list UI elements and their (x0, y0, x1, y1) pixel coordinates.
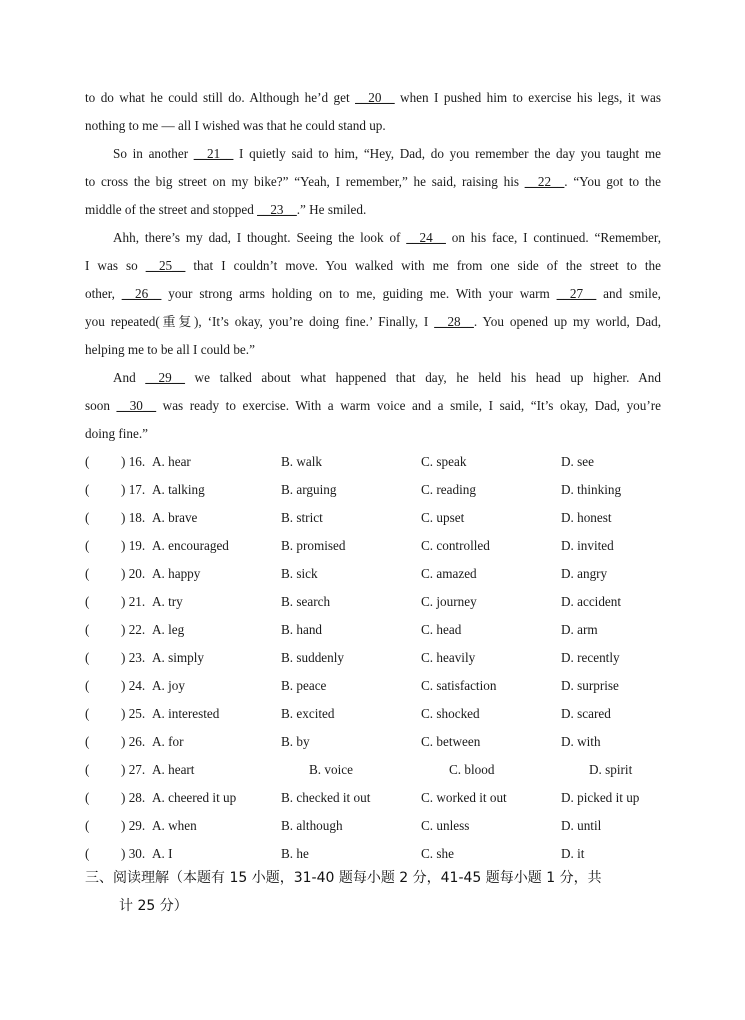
option-d: D. picked it up (561, 790, 640, 805)
option-b: B. he (281, 846, 309, 861)
question-number: ) 27. (121, 762, 146, 777)
text-run: on his face, I continued. “Remember, (445, 230, 661, 245)
question-number: ) 26. (121, 734, 146, 749)
passage-paragraph-1 (85, 84, 661, 140)
option-c: C. between (421, 734, 481, 749)
question-number: ) 20. (121, 566, 146, 581)
text-run: other, (85, 286, 122, 301)
blank-29: __29__ (145, 370, 185, 385)
passage-line: helping me to be all I could be.” (85, 342, 255, 357)
option-c: C. speak (421, 454, 467, 469)
option-c: C. blood (449, 762, 495, 777)
passage-line (85, 280, 661, 308)
option-a: A. when (152, 818, 197, 833)
blank-26: __26__ (121, 286, 162, 301)
option-a: A. talking (152, 482, 205, 497)
option-c: C. she (421, 846, 454, 861)
option-a: A. brave (152, 510, 198, 525)
text-run: you repeated(重复), ‘It’s okay, you’re doing fine.’ Finally, I (85, 314, 435, 329)
blank-22: __22__ (524, 174, 565, 189)
passage-line (85, 308, 661, 336)
text-run: that I couldn’t move. You walked with me from one side of the street to the (185, 258, 661, 273)
option-a: A. interested (152, 706, 220, 721)
text-run: soon (85, 398, 117, 413)
option-a: A. try (152, 594, 183, 609)
option-b: B. arguing (281, 482, 337, 497)
option-d: D. it (561, 846, 585, 861)
question-number: ) 22. (121, 622, 146, 637)
passage-paragraph-2 (85, 140, 661, 224)
option-a: A. leg (152, 622, 185, 637)
option-c: C. controlled (421, 538, 490, 553)
text-run: middle of the street and stopped (85, 202, 258, 217)
question-row-23 (85, 644, 685, 672)
passage-paragraph-4 (85, 364, 661, 448)
option-b: B. excited (281, 706, 335, 721)
text-run: . “You got to the (564, 174, 661, 189)
question-row-20 (85, 560, 685, 588)
question-row-24 (85, 672, 685, 700)
answer-bracket: ( (85, 706, 90, 721)
option-c: C. worked it out (421, 790, 507, 805)
option-a: A. simply (152, 650, 205, 665)
question-row-27 (85, 756, 685, 784)
option-b: B. peace (281, 678, 327, 693)
option-b: B. although (281, 818, 343, 833)
text-run: and smile, (596, 286, 661, 301)
section-heading-line-1: 三、阅读理解（本题有 15 小题，31-40 题每小题 2 分，41-45 题每小题 1 分，共 (85, 870, 602, 886)
option-b: B. suddenly (281, 650, 345, 665)
question-number: ) 16. (121, 454, 146, 469)
blank-21: __21__ (193, 146, 234, 161)
option-c: C. heavily (421, 650, 476, 665)
option-c: C. unless (421, 818, 470, 833)
answer-bracket: ( (85, 510, 90, 525)
option-a: A. cheered it up (152, 790, 237, 805)
blank-20: __20__ (355, 90, 395, 105)
option-a: A. for (152, 734, 184, 749)
passage-line: doing fine.” (85, 426, 148, 441)
question-row-17 (85, 476, 685, 504)
question-number: ) 19. (121, 538, 146, 553)
answer-bracket: ( (85, 846, 90, 861)
question-row-28 (85, 784, 685, 812)
blank-27: __27__ (556, 286, 597, 301)
section-heading-line-2: 计 25 分） (119, 898, 188, 914)
option-b: B. promised (281, 538, 346, 553)
option-c: C. journey (421, 594, 477, 609)
option-d: D. accident (561, 594, 622, 609)
option-d: D. thinking (561, 482, 622, 497)
option-d: D. scared (561, 706, 611, 721)
option-b: B. by (281, 734, 310, 749)
answer-bracket: ( (85, 566, 90, 581)
text-run: So in another (113, 146, 194, 161)
option-c: C. head (421, 622, 462, 637)
answer-bracket: ( (85, 454, 90, 469)
option-d: D. arm (561, 622, 598, 637)
option-a: A. joy (152, 678, 185, 693)
passage-line (85, 392, 661, 420)
question-row-19 (85, 532, 685, 560)
question-number: ) 28. (121, 790, 146, 805)
option-d: D. see (561, 454, 594, 469)
answer-bracket: ( (85, 762, 90, 777)
passage-line (85, 364, 661, 392)
option-d: D. surprise (561, 678, 619, 693)
text-run: I was so (85, 258, 146, 273)
answer-bracket: ( (85, 678, 90, 693)
option-b: B. walk (281, 454, 323, 469)
passage-line (85, 224, 661, 252)
question-row-29 (85, 812, 685, 840)
answer-bracket: ( (85, 818, 90, 833)
answer-bracket: ( (85, 650, 90, 665)
passage-line (85, 252, 661, 280)
option-b: B. checked it out (281, 790, 371, 805)
blank-25: __25__ (145, 258, 186, 273)
question-number: ) 29. (121, 818, 146, 833)
text-run: when I pushed him to exercise his legs, it was (394, 90, 661, 105)
text-run: I quietly said to him, “Hey, Dad, do you remember the day you taught me (233, 146, 661, 161)
question-number: ) 23. (121, 650, 146, 665)
passage-line: nothing to me — all I wished was that he could stand up. (85, 118, 386, 133)
question-row-18 (85, 504, 685, 532)
text-run: . You opened up my world, Dad, (473, 314, 661, 329)
question-row-16 (85, 448, 685, 476)
blank-23: __23__ (257, 202, 297, 217)
blank-28: __28__ (434, 314, 474, 329)
text-run: was ready to exercise. With a warm voice and a smile, I said, “It’s okay, Dad, you’re (156, 398, 661, 413)
option-b: B. search (281, 594, 331, 609)
option-b: B. sick (281, 566, 318, 581)
question-row-26 (85, 728, 685, 756)
question-number: ) 30. (121, 846, 146, 861)
passage-line (85, 140, 661, 168)
blank-30: __30__ (116, 398, 157, 413)
text-run: we talked about what happened that day, he held his head up higher. And (184, 370, 661, 385)
option-c: C. reading (421, 482, 476, 497)
passage-line (85, 84, 661, 112)
option-d: D. angry (561, 566, 608, 581)
answer-bracket: ( (85, 482, 90, 497)
option-a: A. heart (152, 762, 195, 777)
blank-24: __24__ (406, 230, 446, 245)
question-number: ) 17. (121, 482, 146, 497)
option-d: D. honest (561, 510, 612, 525)
answer-bracket: ( (85, 538, 90, 553)
answer-bracket: ( (85, 594, 90, 609)
answer-bracket: ( (85, 622, 90, 637)
text-run: to do what he could still do. Although he’d get (85, 90, 356, 105)
passage-line (85, 196, 661, 224)
section-heading-reading (85, 864, 665, 920)
option-a: A. encouraged (152, 538, 229, 553)
option-b: B. voice (309, 762, 353, 777)
option-b: B. hand (281, 622, 323, 637)
text-run: .” He smiled. (296, 202, 367, 217)
question-number: ) 24. (121, 678, 146, 693)
text-run: Ahh, there’s my dad, I thought. Seeing the look of (113, 230, 407, 245)
option-c: C. satisfaction (421, 678, 497, 693)
passage-line (85, 168, 661, 196)
option-c: C. upset (421, 510, 465, 525)
question-number: ) 25. (121, 706, 146, 721)
option-d: D. spirit (589, 762, 633, 777)
answer-bracket: ( (85, 734, 90, 749)
question-row-22 (85, 616, 685, 644)
text-run: your strong arms holding on to me, guiding me. With your warm (161, 286, 557, 301)
question-number: ) 21. (121, 594, 146, 609)
option-c: C. shocked (421, 706, 480, 721)
option-d: D. until (561, 818, 602, 833)
option-a: A. hear (152, 454, 191, 469)
option-d: D. with (561, 734, 601, 749)
option-a: A. happy (152, 566, 201, 581)
text-run: to cross the big street on my bike?” “Yeah, I remember,” he said, raising his (85, 174, 525, 189)
option-d: D. recently (561, 650, 620, 665)
answer-bracket: ( (85, 790, 90, 805)
passage-paragraph-3 (85, 224, 661, 364)
option-a: A. I (152, 846, 173, 861)
option-c: C. amazed (421, 566, 477, 581)
question-row-25 (85, 700, 685, 728)
question-number: ) 18. (121, 510, 146, 525)
option-d: D. invited (561, 538, 614, 553)
text-run: And (113, 370, 146, 385)
option-b: B. strict (281, 510, 323, 525)
question-row-21 (85, 588, 685, 616)
